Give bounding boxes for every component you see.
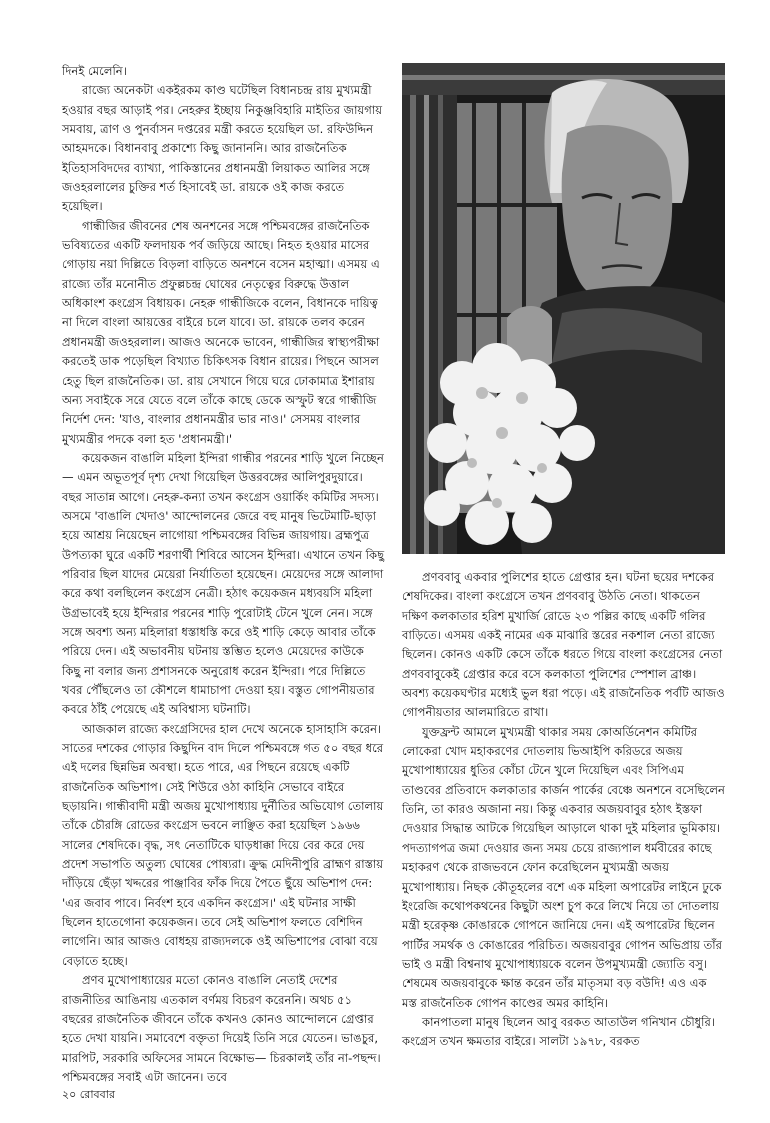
article-photo: [402, 63, 725, 554]
article-paragraph: রাজ্যে অনেকটা একইরকম কাণ্ড ঘটেছিল বিধানচন্দ্র রায় মুখ্যমন্ত্রী হওয়ার বছর আড়াই পর। নেহরুর ইচ্ছায় নিকুঞ্জবিহারি মাইতির জায়গায় সমবায়, ত্রাণ ও পুনর্বাসন দপ্তরের মন্ত্রী করতে হয়েছিল ডা. রফিউদ্দিন আহমদকে। বিধানবাবু প্রকাশ্যে কিছু জানাননি। আর রাজনৈতিক ইতিহাসবিদদের ব্যাখ্যা, পাকিস্তানের প্রধানমন্ত্রী লিয়াকত আলির সঙ্গে জওহরলালের চুক্তির শর্ত হিসাবেই ডা. রায়কে ওই কাজ করতে হয়েছিল।: [62, 83, 383, 214]
article-paragraph: কানপাতলা মানুষ ছিলেন আবু বরকত আতাউল গনিখান চৌধুরি। কংগ্রেস তখন ক্ষমতার বাইরে। সালটা ১৯৭৮, বরকত: [402, 1014, 716, 1049]
article-paragraph: কয়েকজন বাঙালি মহিলা ইন্দিরা গান্ধীর পরনের শাড়ি খুলে নিচ্ছেন— এমন অভূতপূর্ব দৃশ্য দেখা গিয়েছিল উত্তরবঙ্গের আলিপুরদুয়ারে। বছর সাতান্ন আগে। নেহরু-কন্যা তখন কংগ্রেস ওয়ার্কিং কমিটির সদস্য। অসমে 'বাঙালি খেদাও' আন্দোলনের জেরে বহু মানুষ ভিটেমাটি-ছাড়া হয়ে আশ্রয় নিয়েছেন লাগোয়া পশ্চিমবঙ্গের বিভিন্ন জায়গায়। ব্রহ্মপুত্র উপত্যকা ঘুরে একটি শরণার্থী শিবিরে আসেন ইন্দিরা। এখানে তখন কিছু পরিবার ছিল যাদের মেয়েরা নির্যাতিতা হয়েছেন। মেয়েদের সঙ্গে আলাদা করে কথা বলছিলেন কংগ্রেস নেত্রী। হঠাৎ কয়েকজন মধ্যবয়সি মহিলা উগ্রভাবেই হয়ে ইন্দিরার পরনের শাড়ি পুরোটাই টেনে খুলে নেন। সঙ্গে সঙ্গে অবশ্য অন্য মহিলারা ধস্তাধস্তি করে ওই শাড়ি কেড়ে আবার তাঁকে পরিয়ে দেন। এই অভাবনীয় ঘটনায় স্তম্ভিত হলেও মেয়েদের কাউকে কিছু না বলার জন্য প্রশাসনকে অনুরোধ করেন ইন্দিরা। পরে দিল্লিতে খবর পৌঁছলেও তা কৌশলে ধামাচাপা দেওয়া হয়। বস্তুত গোপনীয়তার কবরে ঠাঁই পেয়েছে এই অবিশ্বাস্য ঘটনাটি।: [62, 450, 385, 717]
article-paragraph: গান্ধীজির জীবনের শেষ অনশনের সঙ্গে পশ্চিমবঙ্গের রাজনৈতিক ভবিষ্যতের একটি ফলদায়ক পর্ব জড়িয়ে আছে। নিহত হওয়ার মাসের গোড়ায় নয়া দিল্লিতে বিড়লা বাড়িতে অনশনে বসেন মহাত্মা। এসময় এ রাজ্যে তাঁর মনোনীত প্রফুল্লচন্দ্র ঘোষের নেতৃত্বের বিরুদ্ধে উত্তাল অধিকাংশ কংগ্রেস বিধায়ক। নেহরু গান্ধীজিকে বলেন, বিধানকে দায়িত্ব না দিলে বাংলা আয়ত্তের বাইরে চলে যাবে। ডা. রায়কে তলব করেন প্রধানমন্ত্রী জওহরলাল। আজও অনেকে ভাবেন, গান্ধীজির স্বাস্থ্যপরীক্ষা করতেই ডাক পড়েছিল বিখ্যাত চিকিৎসক বিধান রায়ের। পিছনে আসল হেতু ছিল রাজনৈতিক। ডা. রায় সেখানে গিয়ে ঘরে ঢোকামাত্র ইশারায় অন্য সবাইকে সরে যেতে বলে তাঁকে কাছে ডেকে অস্ফুট স্বরে গান্ধীজি নির্দেশ দেন: 'যাও, বাংলার প্রধানমন্ত্রীর ভার নাও।' সেসময় বাংলার মুখ্যমন্ত্রীর পদকে বলা হত 'প্রধানমন্ত্রী।': [62, 218, 380, 446]
article-column-right: [402, 568, 725, 1049]
page-folio: ২০ রোববার: [62, 1088, 115, 1101]
article-paragraph: আজকাল রাজ্যে কংগ্রেসিদের হাল দেখে অনেকে হাসাহাসি করেন। সাতের দশকের গোড়ার কিছুদিন বাদ দিলে পশ্চিমবঙ্গে গত ৫০ বছর ধরে এই দলের ছিন্নভিন্ন অবস্থা। হতে পারে, এর পিছনে রয়েছে একটি রাজনৈতিক অভিশাপ। সেই শিউরে ওঠা কাহিনি সেভাবে বাইরে ছড়ায়নি। গান্ধীবাদী মন্ত্রী অজয় মুখোপাধ্যায় দুর্নীতির অভিযোগ তোলায় তাঁকে চৌরঙ্গি রোডের কংগ্রেস ভবনে লাঞ্ছিত করা হয়েছিল ১৯৬৬ সালের শেষদিকে। বৃদ্ধ, সৎ নেতাটিকে ঘাড়ধাক্কা দিয়ে বের করে দেয় প্রদেশ সভাপতি অতুল্য ঘোষের পোষ্যরা। ক্রুদ্ধ মেদিনীপুরি ব্রাহ্মণ রাস্তায় দাঁড়িয়ে ছেঁড়া খদ্দরের পাঞ্জাবির ফাঁক দিয়ে পৈতে ছুঁয়ে অভিশাপ দেন: 'এর জবাব পাবে। নির্বংশ হবে একদিন কংগ্রেস।' এই ঘটনার সাক্ষী ছিলেন হাতেগোনা কয়েকজন। তবে সেই অভিশাপ ফলতে বেশিদিন লাগেনি। আর আজও বোধহয় রাজ্যদলকে ওই অভিশাপের বোঝা বয়ে বেড়াতে হচ্ছে।: [62, 721, 384, 968]
article-paragraph: প্রণব মুখোপাধ্যায়ের মতো কোনও বাঙালি নেতাই দেশের রাজনীতির আঙিনায় এতকাল বর্ণময় বিচরণ করেননি। অথচ ৫১ বছরের রাজনৈতিক জীবনে তাঁকে কখনও কোনও আন্দোলনে গ্রেপ্তার হতে দেখা যায়নি। সমাবেশে বক্তৃতা দিয়েই তিনি সরে যেতেন। ভাঙচুর, মারপিট, সরকারি অফিসের সামনে বিক্ষোভ— চিরকালই তাঁর না-পছন্দ। পশ্চিমবঙ্গের সবাই এটা জানেন। তবে: [62, 973, 381, 1084]
article-paragraph: দিনই মেলেনি।: [62, 64, 127, 78]
photo-illustration: [402, 63, 725, 554]
article-column-left: [62, 62, 385, 1084]
article-paragraph: প্রণববাবু একবার পুলিশের হাতে গ্রেপ্তার হন। ঘটনা ছয়ের দশকের শেষদিকের। বাংলা কংগ্রেসে তখন প্রণববাবু উঠতি নেতা। থাকতেন দক্ষিণ কলকাতার হরিশ মুখার্জি রোডে ২৩ পল্লির কাছে একটি গলির বাড়িতে। এসময় একই নামের এক মাঝারি স্তরের নকশাল নেতা রাজ্যে ছিলেন। কোনও একটি কেসে তাঁকে ধরতে গিয়ে বাংলা কংগ্রেসের নেতা প্রণববাবুকেই গ্রেপ্তার করে বসে কলকাতা পুলিশের স্পেশাল ব্রাঞ্চ। অবশ্য কয়েকঘণ্টার মধ্যেই ভুল ধরা পড়ে। এই রাজনৈতিক পর্বটি আজও গোপনীয়তার আলমারিতে রাখা।: [402, 570, 725, 720]
article-paragraph: যুক্তফ্রন্ট আমলে মুখ্যমন্ত্রী থাকার সময় কোঅর্ডিনেশন কমিটির লোকেরা খোদ মহাকরণের দোতলায় ভিআইপি করিডরে অজয় মুখোপাধ্যায়ের ধুতির কোঁচা টেনে খুলে দিয়েছিল এবং সিপিএম তাণ্ডবের প্রতিবাদে কলকাতার কার্জন পার্কের বেঞ্চে অনশনে বসেছিলেন তিনি, তা কারও অজানা নয়। কিন্তু একবার অজয়বাবুর হঠাৎ ইস্তফা দেওয়ার সিদ্ধান্ত আটকে গিয়েছিল আড়ালে থাকা দুই মহিলার ভূমিকায়। পদত্যাগপত্র জমা দেওয়ার জন্য সময় চেয়ে রাজ্যপাল ধর্মবীরের কাছে মহাকরণ থেকে রাজভবনে ফোন করেছিলেন মুখ্যমন্ত্রী অজয় মুখোপাধ্যায়। নিছক কৌতূহলের বশে এক মহিলা অপারেটর লাইনে ঢুকে ইংরেজি কথোপকথনের কিছুটা অংশ চুপ করে লিখে নিয়ে তা দোতলায় মন্ত্রী হরেকৃষ্ণ কোঙারকে গোপনে জানিয়ে দেন। এই অপারেটর ছিলেন পার্টির সমর্থক ও কোঙারের পরিচিত। অজয়বাবুর গোপন অভিপ্রায় তাঁর ভাই ও মন্ত্রী বিশ্বনাথ মুখোপাধ্যায়কে বলেন উপমুখ্যমন্ত্রী জ্যোতি বসু। শেষমেষ অজয়বাবুকে ক্ষান্ত করেন তাঁর মাতৃসমা বড় বউদি! এও এক মস্ত রাজনৈতিক গোপন কাণ্ডের অমর কাহিনি।: [402, 724, 725, 1010]
